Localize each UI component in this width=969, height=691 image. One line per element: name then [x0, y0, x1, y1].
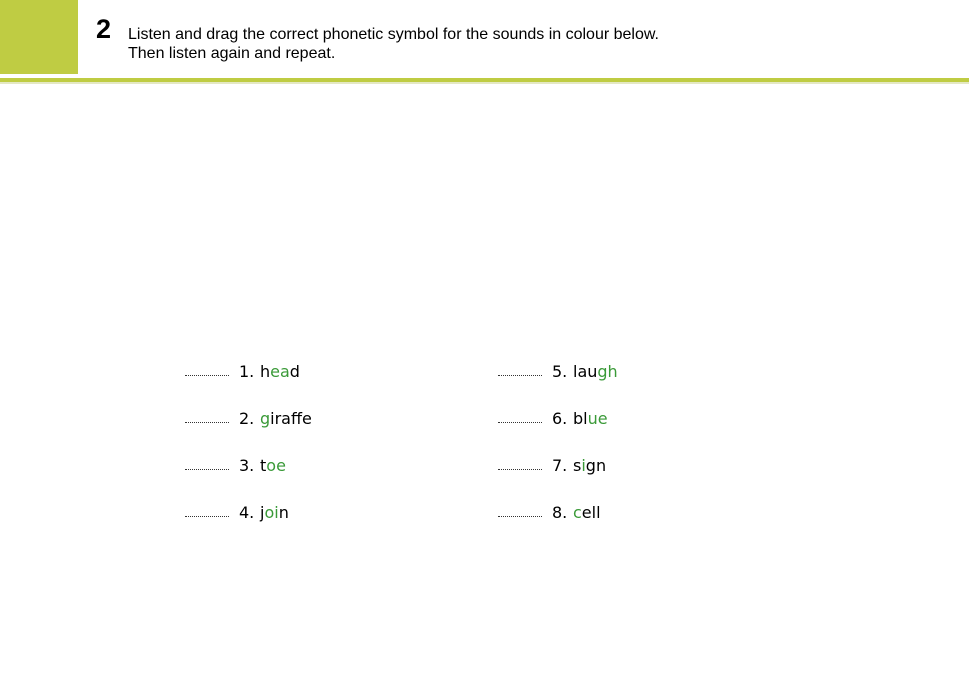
word-plain-start: bl	[573, 409, 588, 428]
exercise-number: 2	[96, 14, 112, 44]
item-word	[573, 501, 601, 525]
word-highlight: c	[573, 503, 582, 522]
item-number: 8.	[552, 503, 568, 522]
item-word	[260, 501, 289, 525]
instruction-line-2: Then listen again and repeat.	[128, 45, 336, 62]
item-word	[260, 360, 300, 384]
word-highlight: ea	[270, 362, 290, 381]
word-plain-end: gn	[585, 456, 607, 475]
item-word	[573, 407, 608, 431]
item-number: 7.	[552, 456, 568, 475]
instructions	[128, 25, 659, 63]
word-plain-start: t	[260, 456, 267, 475]
item-number: 4.	[239, 503, 255, 522]
item-number: 2.	[239, 409, 255, 428]
item-word	[260, 454, 286, 478]
word-highlight: g	[260, 409, 271, 428]
item-number: 3.	[239, 456, 255, 475]
word-highlight: ue	[587, 409, 608, 428]
item-word	[260, 407, 312, 431]
drop-slot[interactable]	[498, 422, 542, 423]
item-word	[573, 454, 606, 478]
word-plain-start: s	[573, 456, 582, 475]
word-plain-end: iraffe	[270, 409, 312, 428]
drop-slot[interactable]	[498, 375, 542, 376]
word-plain-start: h	[260, 362, 271, 381]
word-highlight: oe	[266, 456, 286, 475]
word-highlight: i	[581, 456, 586, 475]
item-number: 1.	[239, 362, 255, 381]
drop-slot[interactable]	[185, 469, 229, 470]
item-number: 6.	[552, 409, 568, 428]
item-word	[573, 360, 618, 384]
header-divider-shadow	[0, 82, 969, 84]
drop-slot[interactable]	[185, 422, 229, 423]
item-number: 5.	[552, 362, 568, 381]
header-accent-block	[0, 0, 78, 74]
word-plain-start: lau	[573, 362, 598, 381]
word-plain-end: n	[278, 503, 289, 522]
drop-slot[interactable]	[498, 516, 542, 517]
drop-slot[interactable]	[185, 516, 229, 517]
word-plain-start: j	[260, 503, 265, 522]
drop-slot[interactable]	[498, 469, 542, 470]
instruction-line-1: Listen and drag the correct phonetic symbol for the sounds in colour below.	[128, 26, 659, 43]
word-highlight: gh	[597, 362, 618, 381]
drop-slot[interactable]	[185, 375, 229, 376]
word-plain-end: ell	[581, 503, 601, 522]
word-plain-end: d	[289, 362, 300, 381]
word-highlight: oi	[264, 503, 279, 522]
